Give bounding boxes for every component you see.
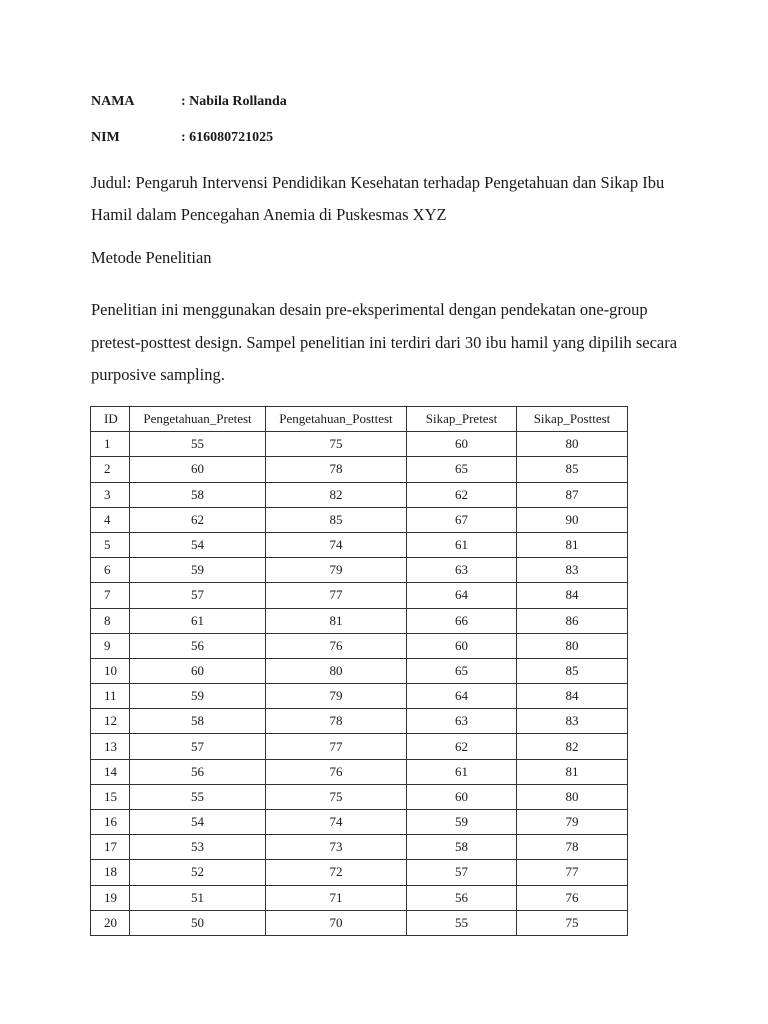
table-cell: 55 [407, 910, 517, 935]
data-table [90, 406, 628, 936]
table-cell: 60 [407, 633, 517, 658]
table-cell: 80 [517, 432, 628, 457]
table-row [91, 709, 628, 734]
table-cell: 6 [91, 558, 130, 583]
table-cell: 62 [130, 507, 266, 532]
table-cell: 61 [407, 532, 517, 557]
table-cell: 56 [407, 885, 517, 910]
table-cell: 78 [517, 835, 628, 860]
nim-label: NIM [91, 130, 120, 145]
table-cell: 81 [266, 608, 407, 633]
table-cell: 82 [266, 482, 407, 507]
table-cell: 1 [91, 432, 130, 457]
table-cell: 2 [91, 457, 130, 482]
table-cell: 51 [130, 885, 266, 910]
table-row [91, 532, 628, 557]
table-cell: 60 [130, 658, 266, 683]
table-row [91, 633, 628, 658]
table-cell: 75 [266, 432, 407, 457]
table-cell: 52 [130, 860, 266, 885]
table-cell: 10 [91, 658, 130, 683]
table-row [91, 482, 628, 507]
table-row [91, 759, 628, 784]
column-header: Pengetahuan_Pretest [130, 407, 266, 432]
table-cell: 13 [91, 734, 130, 759]
table-cell: 58 [130, 482, 266, 507]
table-cell: 61 [130, 608, 266, 633]
table-cell: 58 [130, 709, 266, 734]
table-cell: 79 [266, 684, 407, 709]
table-row [91, 810, 628, 835]
table-cell: 18 [91, 860, 130, 885]
table-row [91, 835, 628, 860]
table-cell: 83 [517, 558, 628, 583]
table-cell: 85 [517, 658, 628, 683]
table-row [91, 558, 628, 583]
table-cell: 81 [517, 532, 628, 557]
table-row [91, 784, 628, 809]
table-cell: 78 [266, 457, 407, 482]
table-row [91, 658, 628, 683]
nim-row [91, 130, 273, 146]
table-cell: 64 [407, 583, 517, 608]
table-cell: 84 [517, 583, 628, 608]
table-cell: 20 [91, 910, 130, 935]
table-cell: 55 [130, 432, 266, 457]
table-cell: 11 [91, 684, 130, 709]
table-cell: 76 [266, 633, 407, 658]
table-cell: 14 [91, 759, 130, 784]
table-row [91, 860, 628, 885]
table-row [91, 432, 628, 457]
column-header: Sikap_Pretest [407, 407, 517, 432]
table-cell: 82 [517, 734, 628, 759]
table-row [91, 885, 628, 910]
table-cell: 76 [517, 885, 628, 910]
table-row [91, 910, 628, 935]
column-header: ID [91, 407, 130, 432]
table-cell: 66 [407, 608, 517, 633]
nim-value: : 616080721025 [181, 130, 274, 145]
table-cell: 84 [517, 684, 628, 709]
table-cell: 16 [91, 810, 130, 835]
table-cell: 19 [91, 885, 130, 910]
table-cell: 80 [266, 658, 407, 683]
table-cell: 78 [266, 709, 407, 734]
nama-label: NAMA [91, 94, 135, 109]
section-heading: Metode Penelitian [91, 248, 212, 267]
table-cell: 60 [407, 784, 517, 809]
table-cell: 59 [130, 684, 266, 709]
table-row [91, 734, 628, 759]
table-cell: 61 [407, 759, 517, 784]
table-cell: 74 [266, 810, 407, 835]
table-cell: 77 [266, 583, 407, 608]
table-cell: 62 [407, 734, 517, 759]
table-cell: 85 [517, 457, 628, 482]
table-cell: 5 [91, 532, 130, 557]
table-cell: 80 [517, 633, 628, 658]
method-paragraph: Penelitian ini menggunakan desain pre-eksperimental dengan pendekatan one-group pretest-posttest design. Sampel penelitian ini terdiri dari 30 ibu hamil yang dipilih secara purposive sampling. [91, 300, 678, 384]
table-cell: 81 [517, 759, 628, 784]
table-cell: 70 [266, 910, 407, 935]
table-header-row [91, 407, 628, 432]
table-cell: 57 [407, 860, 517, 885]
table-cell: 56 [130, 759, 266, 784]
table-cell: 87 [517, 482, 628, 507]
table-cell: 73 [266, 835, 407, 860]
table-cell: 12 [91, 709, 130, 734]
table-row [91, 684, 628, 709]
table-cell: 63 [407, 558, 517, 583]
table-cell: 67 [407, 507, 517, 532]
table-cell: 79 [517, 810, 628, 835]
table-cell: 59 [130, 558, 266, 583]
table-cell: 57 [130, 583, 266, 608]
table-cell: 83 [517, 709, 628, 734]
table-cell: 64 [407, 684, 517, 709]
table-cell: 59 [407, 810, 517, 835]
column-header: Sikap_Posttest [517, 407, 628, 432]
table-cell: 50 [130, 910, 266, 935]
table-row [91, 608, 628, 633]
table-cell: 3 [91, 482, 130, 507]
table-cell: 56 [130, 633, 266, 658]
table-cell: 58 [407, 835, 517, 860]
table-cell: 85 [266, 507, 407, 532]
table-row [91, 507, 628, 532]
table-cell: 77 [266, 734, 407, 759]
table-cell: 65 [407, 658, 517, 683]
table-cell: 7 [91, 583, 130, 608]
table-cell: 65 [407, 457, 517, 482]
table-cell: 17 [91, 835, 130, 860]
nama-value: : Nabila Rollanda [181, 94, 287, 109]
table-cell: 53 [130, 835, 266, 860]
table-cell: 54 [130, 532, 266, 557]
table-cell: 71 [266, 885, 407, 910]
document-title: Judul: Pengaruh Intervensi Pendidikan Kesehatan terhadap Pengetahuan dan Sikap Ibu Hamil dalam Pencegahan Anemia di Puskesmas XYZ [91, 173, 665, 224]
table-cell: 76 [266, 759, 407, 784]
table-cell: 57 [130, 734, 266, 759]
table-cell: 80 [517, 784, 628, 809]
table-cell: 75 [517, 910, 628, 935]
table-row [91, 583, 628, 608]
table-cell: 60 [407, 432, 517, 457]
table-body [91, 432, 628, 936]
table-cell: 60 [130, 457, 266, 482]
table-cell: 86 [517, 608, 628, 633]
table-cell: 4 [91, 507, 130, 532]
table-cell: 62 [407, 482, 517, 507]
table-cell: 8 [91, 608, 130, 633]
table-cell: 15 [91, 784, 130, 809]
table-row [91, 457, 628, 482]
table-cell: 79 [266, 558, 407, 583]
table-cell: 75 [266, 784, 407, 809]
table-cell: 9 [91, 633, 130, 658]
table-cell: 63 [407, 709, 517, 734]
nama-row [91, 94, 287, 110]
column-header: Pengetahuan_Posttest [266, 407, 407, 432]
table-cell: 72 [266, 860, 407, 885]
table-cell: 54 [130, 810, 266, 835]
table-cell: 90 [517, 507, 628, 532]
table-cell: 55 [130, 784, 266, 809]
table-cell: 77 [517, 860, 628, 885]
table-cell: 74 [266, 532, 407, 557]
